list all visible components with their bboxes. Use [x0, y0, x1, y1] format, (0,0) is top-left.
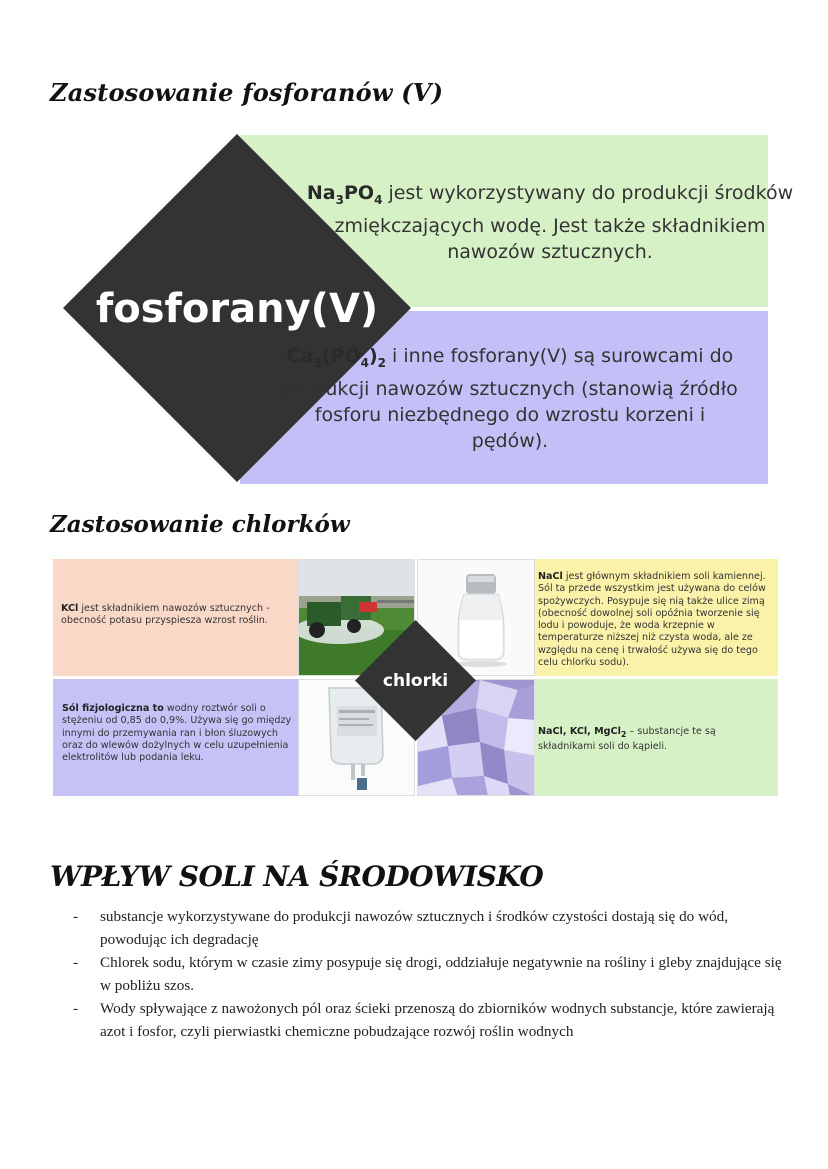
list-item: - Chlorek sodu, którym w czasie zimy posypuje się drogi, oddziałuje negatywnie na rośliny i gleby znajdujące się w pobliżu szos. — [73, 954, 782, 994]
saline-text: Sól fizjologiczna to wodny roztwór soli o stężeniu od 0,85 do 0,9%. Używa się go między innymi do przemywania ran i błon śluzowych oraz do wlewów dożylnych w celu uzupełnienia elektrolitów lub podania leku. — [62, 703, 292, 764]
nacl-text: NaCl jest głównym składnikiem soli kamiennej. Sól ta przede wszystkim jest używana do celów spożywczych. Posypuje się nią także ulice zimą (obecność dowolnej soli opóźnia tworzenie się lodu i powoduje, że woda krzepnie w temperaturze niższej niż czysta woda, ale ze względu na cenę i trwałość używa się do tego celu chlorku sodu). — [538, 571, 766, 669]
list-item: - Wody spływające z nawożonych pól oraz ścieki przenoszą do zbiorników wodnych substancje, które zawierają azot i fosfor, czyli pierwiastki chemiczne pobudzające rozwój roślin wodnych — [73, 1000, 775, 1040]
chlorides-heading: Zastosowanie chlorków — [50, 511, 350, 538]
calcium-phosphate-formula: $Ca_3(PO_4)_2$ — [286, 345, 387, 370]
environment-bullet-list — [73, 905, 783, 1043]
chlorides-diamond — [355, 620, 476, 741]
environment-heading: WPŁYW SOLI NA ŚRODOWISKO — [50, 860, 544, 893]
chlorides-center-label: chlorki — [382, 671, 449, 691]
calcium-phosphate-text: $Ca_3(PO_4)_2$ i inne fosforany(V) są surowcami do produkcji nawozów sztucznych (stanowią źródło fosforu niezbędnego do wzrostu korzeni i pędów). — [282, 345, 738, 452]
sodium-phosphate-text: $Na_3PO_4$ jest wykorzystywany do produkcji środków zmiękczających wodę. Jest także składnikiem nawozów sztucznych. — [306, 182, 794, 263]
list-item: - substancje wykorzystywane do produkcji nawozów sztucznych i środków czystości dostają się do wód, powodując ich degradację — [73, 908, 729, 948]
phosphates-heading: Zastosowanie fosforanów (V) — [50, 78, 444, 107]
kcl-text: KCl jest składnikiem nawozów sztucznych - obecność potasu przyspiesza wzrost roślin. — [61, 603, 270, 627]
bath-salt-text: NaCl, KCl, MgCl$_2$ – substancje te są składnikami soli do kąpieli. — [538, 726, 716, 753]
sodium-phosphate-formula: $Na_3PO_4$ — [306, 182, 383, 207]
phosphates-center-label: fosforany(V) — [95, 286, 379, 332]
